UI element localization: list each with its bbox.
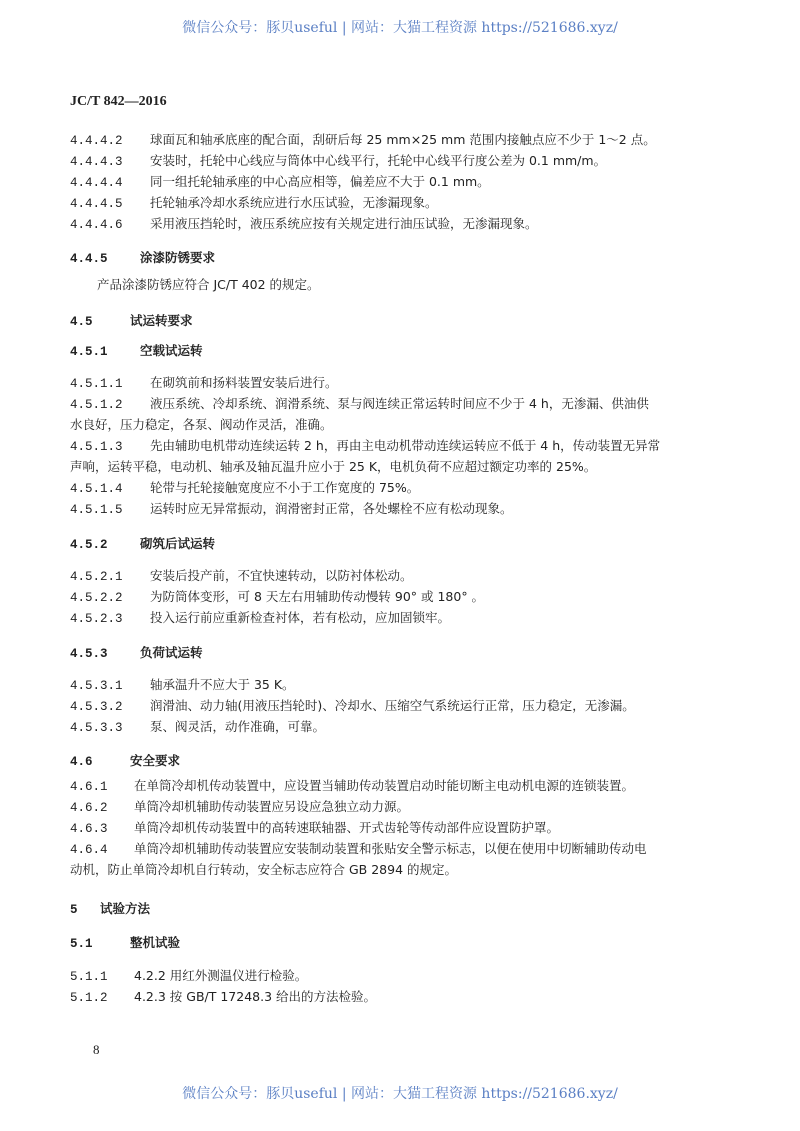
clause-number: 4.4.5 [70,252,108,266]
clause-text: 水良好，压力稳定，各泵、阀动作灵活，准确。 [70,417,333,432]
section-heading [70,250,215,267]
section-heading [70,343,203,360]
clause-text: 涂漆防锈要求 [140,250,216,265]
clause-text: 润滑油、动力轴(用液压挡轮时)、冷却水、压缩空气系统运行正常，压力稳定，无渗漏。 [150,698,635,713]
clause-line [70,417,333,433]
clause-text: 轮带与托轮接触宽度应不小于工作宽度的 75%。 [150,480,420,495]
clause-text: 轴承温升不应大于 35 K。 [150,677,295,692]
clause-number: 4.5.2.2 [70,591,123,605]
clause-text: 运转时应无异常振动，润滑密封正常，各处螺栓不应有松动现象。 [150,501,513,516]
clause-text: 液压系统、冷却系统、润滑系统、泵与阀连续正常运转时间应不少于 4 h，无渗漏、供油供 [150,396,649,411]
clause-line [70,501,513,518]
clause-text: 同一组托轮轴承座的中心高应相等，偏差应不大于 0.1 mm。 [150,174,490,189]
clause-line [70,968,307,985]
clause-text: 负荷试运转 [140,645,203,660]
clause-number: 4.6.1 [70,780,108,794]
clause-number: 4.4.4.2 [70,134,123,148]
clause-number: 5.1.1 [70,970,108,984]
clause-line [70,375,338,392]
clause-line [70,459,596,475]
clause-line [70,153,606,170]
clause-number: 5.1 [70,937,93,951]
clause-line [70,820,559,837]
watermark-top: 微信公众号：豚贝useful | 网站：大猫工程资源 https://521686.xyz/ [182,20,618,36]
clause-number: 4.5.2.3 [70,612,123,626]
clause-number: 4.5.2 [70,538,108,552]
clause-text: 动机，防止单筒冷却机自行转动，安全标志应符合 GB 2894 的规定。 [70,862,457,877]
clause-number: 4.5.3.2 [70,700,123,714]
clause-number: 4.6.3 [70,822,108,836]
clause-text: 托轮轴承冷却水系统应进行水压试验，无渗漏现象。 [150,195,438,210]
clause-number: 4.5.1 [70,345,108,359]
clause-line [70,799,409,816]
clause-line [70,132,656,149]
clause-number: 5 [70,903,78,917]
clause-line [70,480,419,497]
clause-line [70,778,634,795]
section-heading [70,313,193,330]
clause-text: 安装后投产前，不宜快速转动，以防衬体松动。 [150,568,413,583]
clause-line [70,396,649,413]
clause-text: 单筒冷却机辅助传动装置应安装制动装置和张贴安全警示标志，以便在使用中切断辅助传动电 [134,841,647,856]
clause-number: 4.4.4.3 [70,155,123,169]
clause-line [70,989,376,1006]
clause-text: 单筒冷却机辅助传动装置应另设应急独立动力源。 [134,799,410,814]
clause-number: 4.5.3.3 [70,721,123,735]
clause-text: 4.2.2 用红外测温仪进行检验。 [134,968,308,983]
clause-text: 球面瓦和轴承底座的配合面，刮研后每 25 mm×25 mm 范围内接触点应不少于 1～2 点。 [150,132,656,147]
clause-number: 4.6.4 [70,843,108,857]
clause-text: 安装时，托轮中心线应与筒体中心线平行，托轮中心线平行度公差为 0.1 mm/m。 [150,153,607,168]
clause-text: 采用液压挡轮时，液压系统应按有关规定进行油压试验，无渗漏现象。 [150,216,538,231]
clause-text: 空载试运转 [140,343,203,358]
clause-text: 试运转要求 [130,313,193,328]
clause-number: 4.4.4.6 [70,218,123,232]
clause-line [70,438,660,455]
clause-text: 为防筒体变形，可 8 天左右用辅助传动慢转 90° 或 180° 。 [150,589,485,604]
clause-text: 单筒冷却机传动装置中的高转速联轴器、开式齿轮等传动部件应设置防护罩。 [134,820,560,835]
clause-number: 4.5.1.5 [70,503,123,517]
clause-text: 投入运行前应重新检查衬体，若有松动，应加固锁牢。 [150,610,451,625]
clause-text: 产品涂漆防锈应符合 JC/T 402 的规定。 [97,277,320,292]
clause-line [70,719,325,736]
clause-line [70,216,538,233]
clause-number: 4.4.4.5 [70,197,123,211]
section-heading [70,536,215,553]
clause-text: 在砌筑前和扬料装置安装后进行。 [150,375,338,390]
clause-number: 4.5.3.1 [70,679,123,693]
section-heading [70,645,203,662]
section-heading [70,901,150,918]
clause-number: 4.6 [70,755,93,769]
clause-line [70,677,295,694]
section-heading [70,935,180,952]
clause-text: 声响，运转平稳，电动机、轴承及轴瓦温升应小于 25 K，电机负荷不应超过额定功率的 25%。 [70,459,597,474]
standard-code: JC/T 842—2016 [70,94,167,109]
clause-number: 4.5.1.1 [70,377,123,391]
clause-line [70,568,413,585]
page-number: 8 [93,1042,100,1057]
clause-line [70,174,490,191]
clause-text: 4.2.3 按 GB/T 17248.3 给出的方法检验。 [134,989,376,1004]
clause-number: 4.6.2 [70,801,108,815]
clause-line [70,862,457,878]
clause-text: 试验方法 [100,901,151,916]
clause-number: 4.4.4.4 [70,176,123,190]
clause-line [70,841,647,858]
clause-text: 砌筑后试运转 [140,536,216,551]
clause-line [70,589,484,606]
section-heading [70,753,180,770]
clause-number: 4.5.1.4 [70,482,123,496]
clause-line [70,195,438,212]
clause-text: 整机试验 [130,935,181,950]
clause-text: 泵、阀灵活，动作准确，可靠。 [150,719,326,734]
clause-number: 4.5.2.1 [70,570,123,584]
clause-number: 5.1.2 [70,991,108,1005]
clause-line [70,698,635,715]
clause-number: 4.5.1.3 [70,440,123,454]
clause-number: 4.5 [70,315,93,329]
clause-text: 先由辅助电机带动连续运转 2 h，再由主电动机带动连续运转应不低于 4 h，传动装置无异常 [150,438,661,453]
clause-number: 4.5.1.2 [70,398,123,412]
clause-line [70,610,450,627]
clause-number: 4.5.3 [70,647,108,661]
watermark-bottom: 微信公众号：豚贝useful | 网站：大猫工程资源 https://521686.xyz/ [182,1086,618,1102]
clause-text: 安全要求 [130,753,181,768]
clause-text: 在单筒冷却机传动装置中，应设置当辅助传动装置启动时能切断主电动机电源的连锁装置。 [134,778,635,793]
clause-line [97,277,320,293]
